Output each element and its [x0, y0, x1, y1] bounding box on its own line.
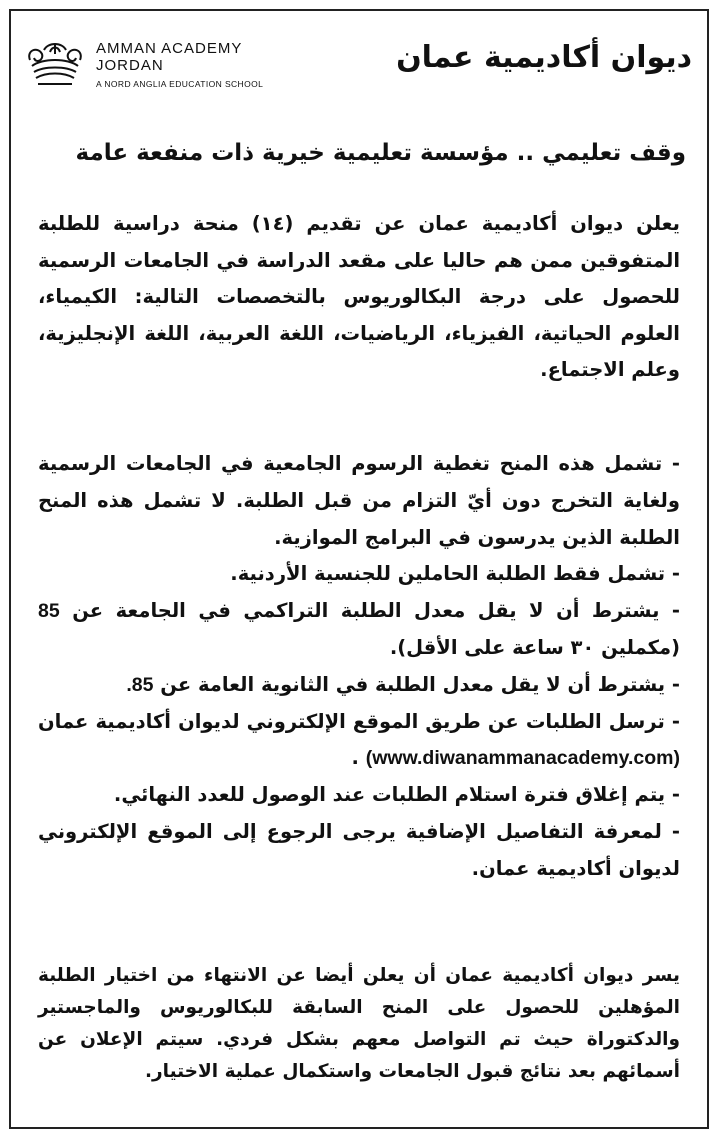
header: [20, 38, 700, 102]
item-text: - يشترط أن لا يقل معدل الطلبة في الثانوية العامة عن: [160, 672, 680, 696]
list-item: - تشمل فقط الطلبة الحاملين للجنسية الأردنية.: [230, 562, 680, 586]
logo-line-3: A NORD ANGLIA EDUCATION SCHOOL: [96, 79, 264, 89]
list-item: [38, 593, 680, 667]
website-link[interactable]: (www.diwanammanacademy.com): [365, 747, 680, 770]
gpa-value: 85: [38, 600, 60, 623]
list-item: - تشمل هذه المنح تغطية الرسوم الجامعية في الجامعات الرسمية ولغاية التخرج دون أيّ التزام من قبل الطلبة. لا تشمل هذه المنح الطلبة الذين يدرسون في البرامج الموازية.: [38, 452, 680, 549]
list-item: - لمعرفة التفاصيل الإضافية يرجى الرجوع إلى الموقع الإلكتروني لديوان أكاديمية عمان.: [38, 819, 680, 880]
closing-paragraph: يسر ديوان أكاديمية عمان أن يعلن أيضا عن الانتهاء من اختيار الطلبة المؤهلين للحصول على المنح السابقة للبكالوريوس والماجستير والدكتوراة حيث تم التواصل معهم بشكل فردي. سيتم الإعلان عن أسمائهم بعد نتائج قبول الجامعات واستكمال عملية الاختيار.: [38, 965, 680, 1082]
crown-logo-icon: [24, 40, 86, 92]
list-item: [38, 667, 680, 704]
item-text: (مكملين ٣٠ ساعة على الأقل).: [389, 635, 680, 659]
logo-line-2: JORDAN: [96, 57, 164, 74]
page-title: ديوان أكاديمية عمان: [396, 40, 692, 75]
tagline: وقف تعليمي .. مؤسسة تعليمية خيرية ذات منفعة عامة: [75, 140, 686, 166]
logo-line-1: AMMAN ACADEMY: [96, 40, 243, 57]
item-text: - ترسل الطلبات عن طريق الموقع الإلكتروني لديوان أكاديمية عمان: [38, 709, 680, 733]
average-value: 85.: [126, 673, 154, 696]
intro-paragraph: يعلن ديوان أكاديمية عمان عن تقديم (١٤) منحة دراسية للطلبة المتفوقين ممن هم حاليا على مقعد الدراسة في الجامعات الرسمية للحصول على درجة البكالوريوس بالتخصصات التالية: الكيمياء، العلوم الحياتية، الفيزياء، الرياضيات، اللغة العربية، اللغة الإنجليزية، وعلم الاجتماع.: [38, 212, 680, 381]
logo-wordmark: [96, 40, 263, 89]
item-text: - يشترط أن لا يقل معدل الطلبة التراكمي في الجامعة عن: [72, 599, 680, 623]
conditions-list: [38, 446, 680, 888]
list-item: - يتم إغلاق فترة استلام الطلبات عند الوصول للعدد النهائي.: [113, 783, 680, 807]
list-item: [38, 704, 680, 778]
item-text: .: [351, 746, 359, 770]
